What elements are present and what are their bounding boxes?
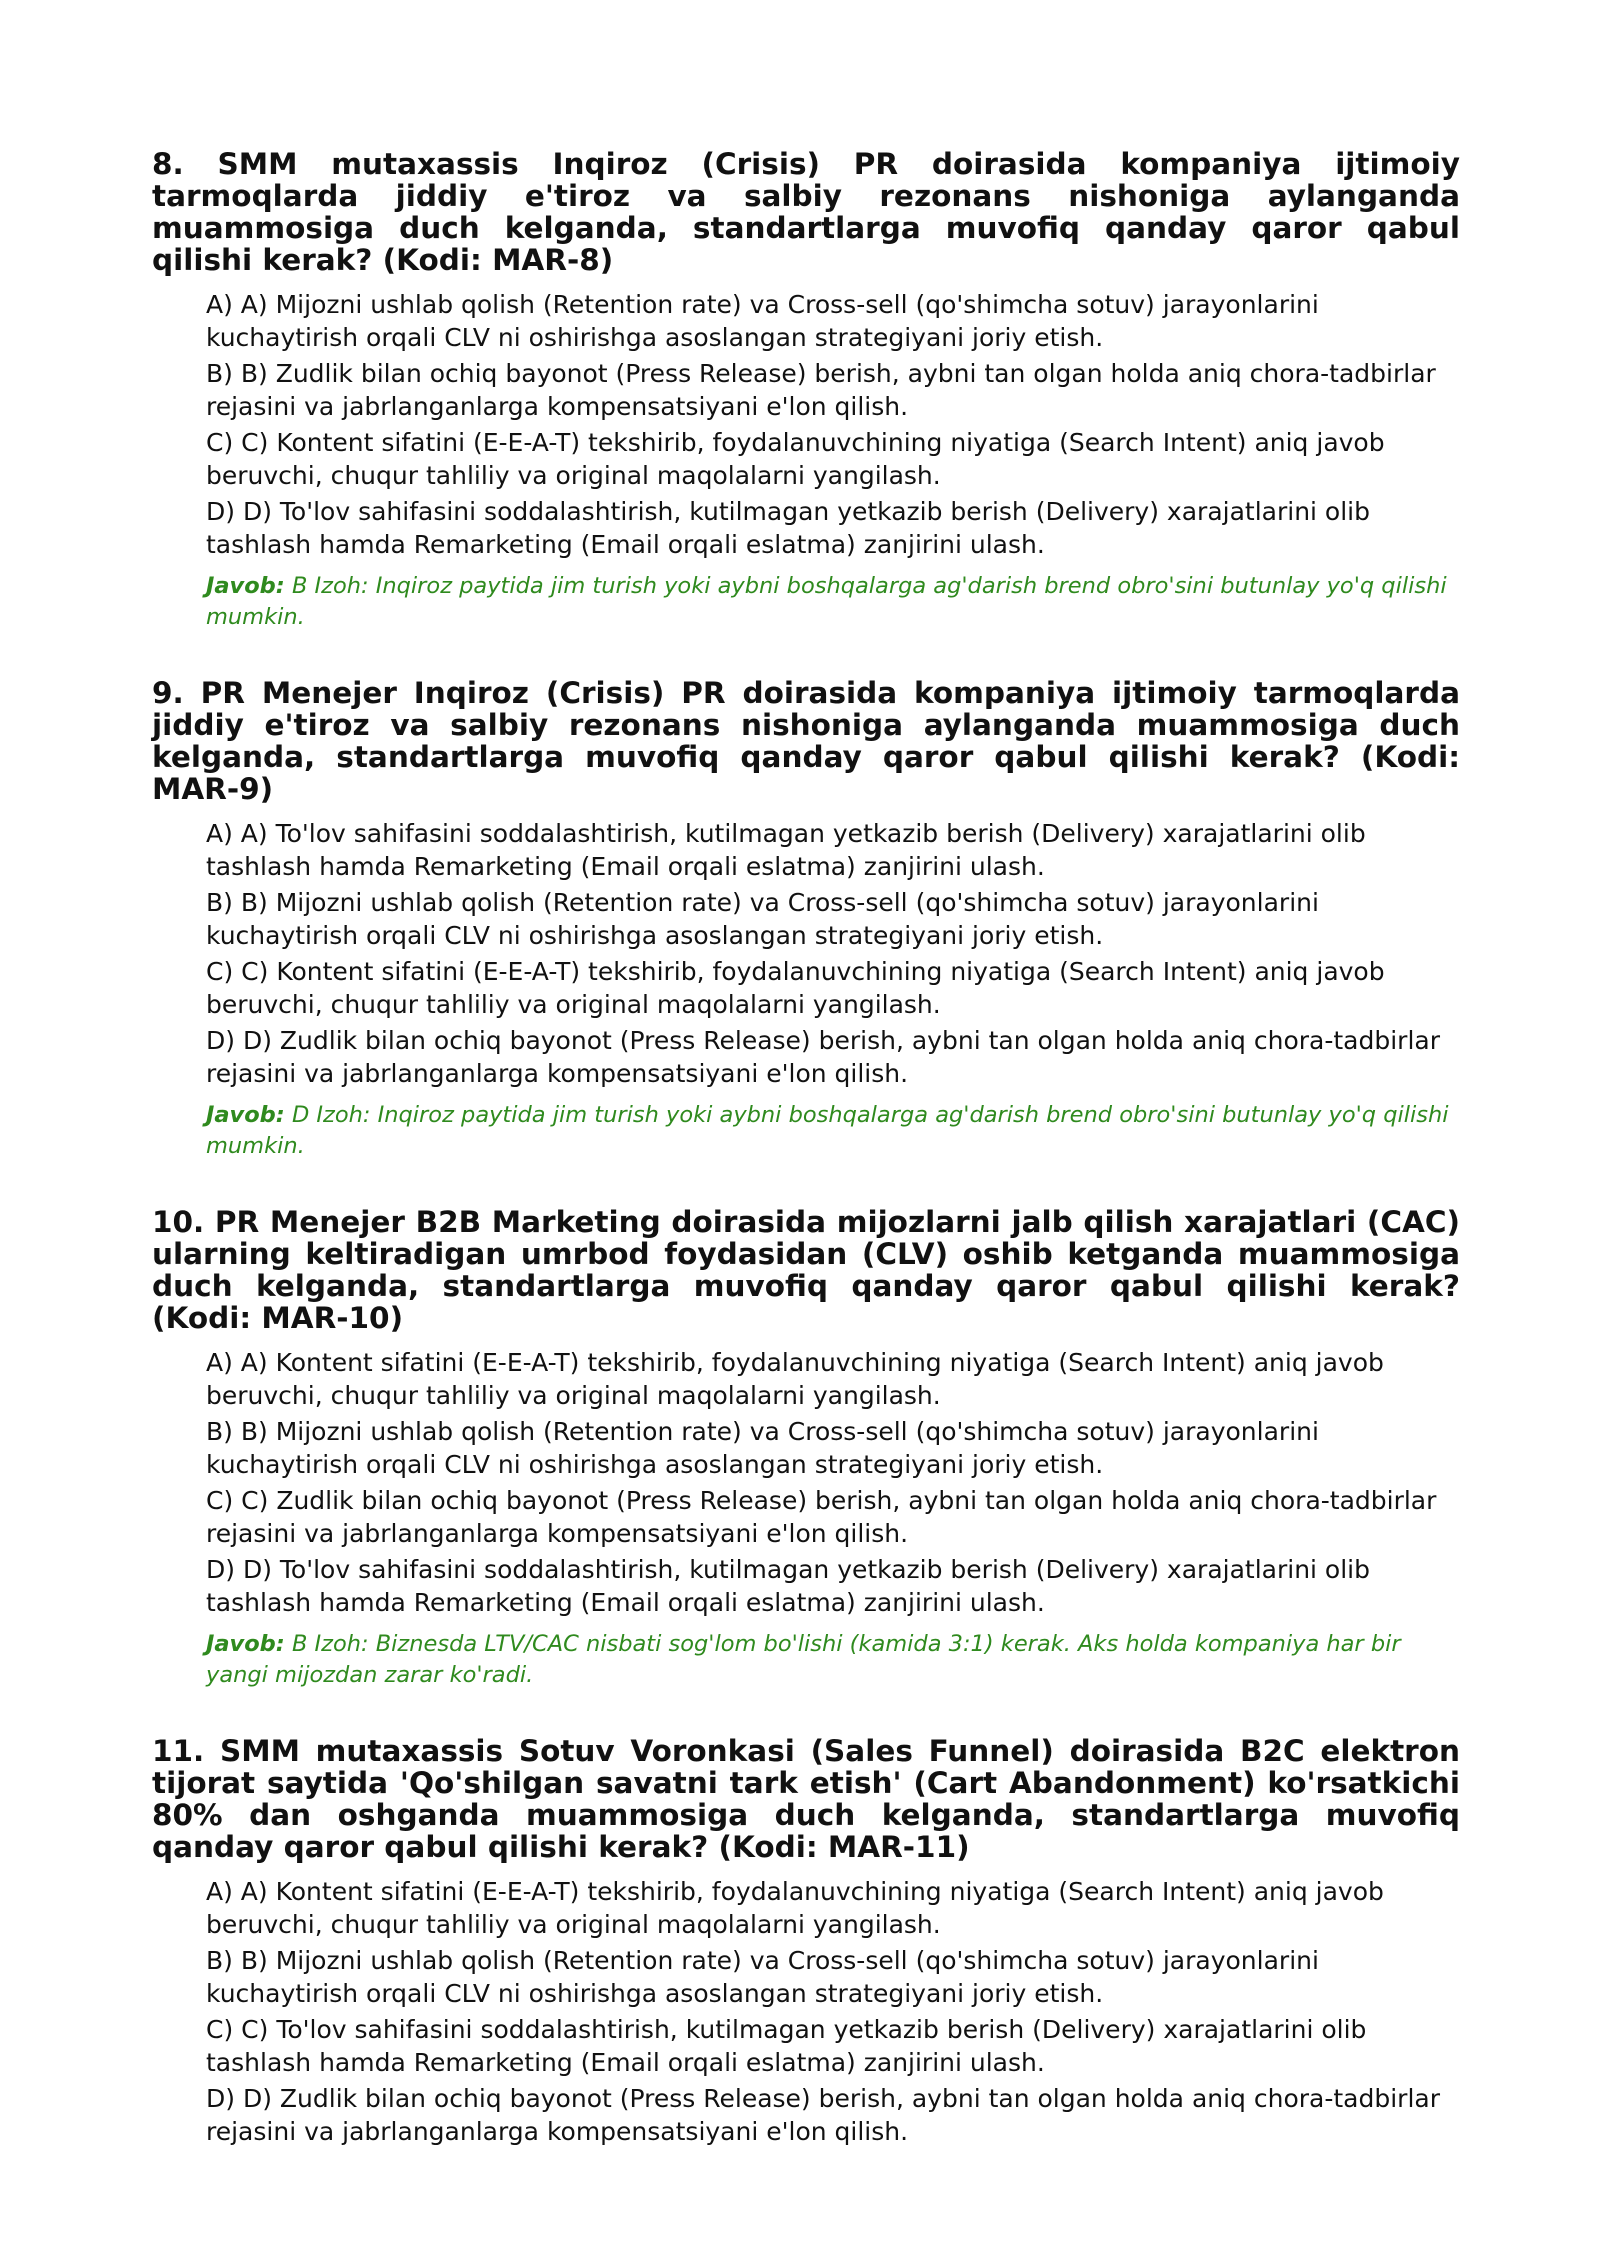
question-8 — [152, 148, 1460, 633]
option-b: B) B) Mijozni ushlab qolish (Retention rate) va Cross-sell (qo'shimcha sotuv) jarayonlarini kuchaytirish orqali CLV ni oshirishga asoslangan strategiyani joriy etish. — [206, 1417, 1319, 1479]
options-list — [152, 288, 1460, 561]
option-a: A) A) Kontent sifatini (E-E-A-T) tekshirib, foydalanuvchining niyatiga (Search Intent) aniq javob beruvchi, chuqur tahliliy va original maqolalarni yangilash. — [206, 1877, 1384, 1939]
option-d: D) D) To'lov sahifasini soddalashtirish, kutilmagan yetkazib berish (Delivery) xarajatlarini olib tashlash hamda Remarketing (Email orqali eslatma) zanjirini ulash. — [206, 497, 1370, 559]
option-c: C) C) Zudlik bilan ochiq bayonot (Press Release) berish, aybni tan olgan holda aniq chora-tadbirlar rejasini va jabrlanganlarga kompensatsiyani e'lon qilish. — [206, 1486, 1437, 1548]
question-10 — [152, 1206, 1460, 1691]
question-title: 8. SMM mutaxassis Inqiroz (Crisis) PR doirasida kompaniya ijtimoiy tarmoqlarda jiddiy e'tiroz va salbiy rezonans nishoniga aylanganda muammosiga duch kelganda, standartlarga muvofiq qanday qaror qabul qilishi kerak? (Kodi: MAR-8) — [152, 147, 1460, 277]
answer-label: Javob: — [206, 1102, 285, 1128]
option-a: A) A) To'lov sahifasini soddalashtirish, kutilmagan yetkazib berish (Delivery) xarajatlarini olib tashlash hamda Remarketing (Email orqali eslatma) zanjirini ulash. — [206, 819, 1366, 881]
question-11 — [152, 1735, 1460, 2148]
answer-text: D Izoh: Inqiroz paytida jim turish yoki aybni boshqalarga ag'darish brend obro'sini butunlay yo'q qilishi mumkin. — [206, 1102, 1449, 1159]
option-d: D) D) Zudlik bilan ochiq bayonot (Press Release) berish, aybni tan olgan holda aniq chora-tadbirlar rejasini va jabrlanganlarga kompensatsiyani e'lon qilish. — [206, 2084, 1440, 2146]
option-a: A) A) Mijozni ushlab qolish (Retention rate) va Cross-sell (qo'shimcha sotuv) jarayonlarini kuchaytirish orqali CLV ni oshirishga asoslangan strategiyani joriy etish. — [206, 290, 1319, 352]
question-9 — [152, 677, 1460, 1162]
question-title: 11. SMM mutaxassis Sotuv Voronkasi (Sales Funnel) doirasida B2C elektron tijorat saytida 'Qo'shilgan savatni tark etish' (Cart Abandonment) ko'rsatkichi 80% dan oshganda muammosiga duch kelganda, standartlarga muvofiq qanday qaror qabul qilishi kerak? (Kodi: MAR-11) — [152, 1734, 1460, 1864]
answer-label: Javob: — [206, 573, 285, 599]
answer-text: B Izoh: Biznesda LTV/CAC nisbati sog'lom bo'lishi (kamida 3:1) kerak. Aks holda kompaniya har bir yangi mijozdan zarar ko'radi. — [206, 1631, 1401, 1688]
answer-explanation — [152, 1629, 1460, 1691]
option-b: B) B) Zudlik bilan ochiq bayonot (Press Release) berish, aybni tan olgan holda aniq chora-tadbirlar rejasini va jabrlanganlarga kompensatsiyani e'lon qilish. — [206, 359, 1436, 421]
option-b: B) B) Mijozni ushlab qolish (Retention rate) va Cross-sell (qo'shimcha sotuv) jarayonlarini kuchaytirish orqali CLV ni oshirishga asoslangan strategiyani joriy etish. — [206, 1946, 1319, 2008]
options-list — [152, 1346, 1460, 1619]
option-a: A) A) Kontent sifatini (E-E-A-T) tekshirib, foydalanuvchining niyatiga (Search Intent) aniq javob beruvchi, chuqur tahliliy va original maqolalarni yangilash. — [206, 1348, 1384, 1410]
options-list — [152, 1875, 1460, 2148]
question-title: 9. PR Menejer Inqiroz (Crisis) PR doirasida kompaniya ijtimoiy tarmoqlarda jiddiy e'tiroz va salbiy rezonans nishoniga aylanganda muammosiga duch kelganda, standartlarga muvofiq qanday qaror qabul qilishi kerak? (Kodi: MAR-9) — [152, 676, 1460, 806]
options-list — [152, 817, 1460, 1090]
answer-text: B Izoh: Inqiroz paytida jim turish yoki aybni boshqalarga ag'darish brend obro'sini butunlay yo'q qilishi mumkin. — [206, 573, 1447, 630]
option-d: D) D) Zudlik bilan ochiq bayonot (Press Release) berish, aybni tan olgan holda aniq chora-tadbirlar rejasini va jabrlanganlarga kompensatsiyani e'lon qilish. — [206, 1026, 1440, 1088]
answer-explanation — [152, 571, 1460, 633]
option-b: B) B) Mijozni ushlab qolish (Retention rate) va Cross-sell (qo'shimcha sotuv) jarayonlarini kuchaytirish orqali CLV ni oshirishga asoslangan strategiyani joriy etish. — [206, 888, 1319, 950]
question-title: 10. PR Menejer B2B Marketing doirasida mijozlarni jalb qilish xarajatlari (CAC) ularning keltiradigan umrbod foydasidan (CLV) oshib ketganda muammosiga duch kelganda, standartlarga muvofiq qanday qaror qabul qilishi kerak? (Kodi: MAR-10) — [152, 1205, 1460, 1335]
option-d: D) D) To'lov sahifasini soddalashtirish, kutilmagan yetkazib berish (Delivery) xarajatlarini olib tashlash hamda Remarketing (Email orqali eslatma) zanjirini ulash. — [206, 1555, 1370, 1617]
option-c: C) C) Kontent sifatini (E-E-A-T) tekshirib, foydalanuvchining niyatiga (Search Intent) aniq javob beruvchi, chuqur tahliliy va original maqolalarni yangilash. — [206, 428, 1385, 490]
answer-explanation — [152, 1100, 1460, 1162]
option-c: C) C) Kontent sifatini (E-E-A-T) tekshirib, foydalanuvchining niyatiga (Search Intent) aniq javob beruvchi, chuqur tahliliy va original maqolalarni yangilash. — [206, 957, 1385, 1019]
option-c: C) C) To'lov sahifasini soddalashtirish, kutilmagan yetkazib berish (Delivery) xarajatlarini olib tashlash hamda Remarketing (Email orqali eslatma) zanjirini ulash. — [206, 2015, 1367, 2077]
answer-label: Javob: — [206, 1631, 285, 1657]
